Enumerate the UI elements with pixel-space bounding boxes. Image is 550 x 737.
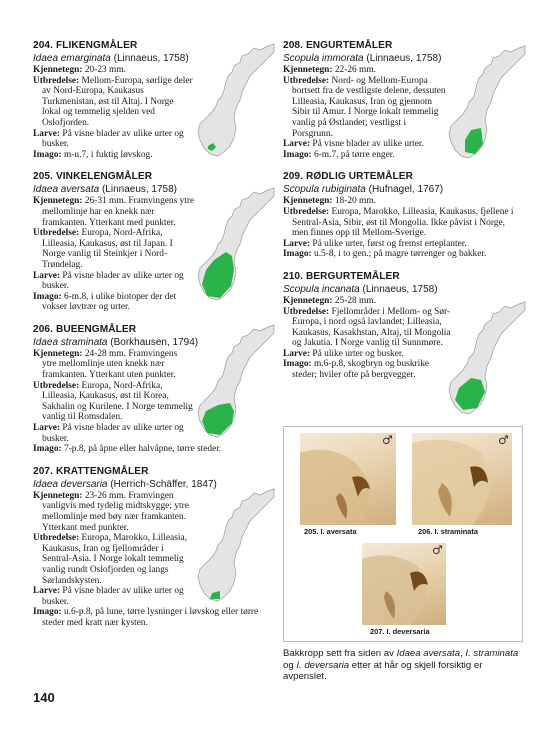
larva-row: Larve: På visne blader av ulike urter og busker. bbox=[33, 586, 184, 607]
scientific-name: Idaea aversata (Linnaeus, 1758) bbox=[33, 184, 178, 196]
distribution-row: Utbredelse: Fjellområder i Mellom- og Sør-Europa, i nord også lavlandet; Lilleasia, Kaukasus, Kasakhstan, Altaj, til Mongolia og Jakutia. I Norge vanlig til Sunnmøre. bbox=[283, 306, 451, 349]
male-symbol: ♂ bbox=[498, 433, 509, 447]
species-entry-208 bbox=[283, 40, 455, 160]
distribution-map-204 bbox=[196, 42, 276, 160]
species-entry-210 bbox=[283, 271, 455, 381]
distribution-map-207 bbox=[196, 487, 276, 605]
larva-row: Larve: På visne blader av ulike urter og busker. bbox=[33, 128, 184, 150]
male-symbol: ♂ bbox=[382, 433, 393, 447]
larva-row: Larve: På ulike urter og busker. bbox=[283, 348, 404, 359]
distribution-row: Utbredelse: Mellom-Europa, sørlige deler av Nord-Europa, Kaukasus Turkmenistan, øst til Altaj. I Norge lokal og temmelig sjelden ved Oslofjorden. bbox=[33, 75, 193, 128]
distribution-row: Utbredelse: Europa, Marokko, Lilleasia, Kaukasus, Iran og fjellområder i Sentral-Asia. I Norge lokalt temmelig vanlig rundt Oslofjorden og langs Sørlandskysten. bbox=[33, 533, 187, 586]
photo-label-206: 206. I. straminata bbox=[418, 527, 478, 536]
distribution-row: Utbredelse: Europa, Marokko, Lilleasia, Kaukasus, fjellene i Sentral-Asia, Sibir, øst til Mongolia. Ikke påvist i Norge, men finnes opp til Mellom-Sverige. bbox=[283, 206, 514, 239]
figure-caption: Bakkropp sett fra siden av Idaea aversata, I. straminata og I. deversaria etter at hår og skjell forsiktig er avpenslet. bbox=[283, 648, 519, 683]
larva-row: Larve: På visne blader av ulike urter og busker. bbox=[33, 270, 184, 292]
imago-row: Imago: 6-m.7, på tørre enger. bbox=[283, 149, 395, 160]
abdomen-illustration bbox=[412, 433, 512, 525]
imago-row: Imago: m.6-p.8, skogbryn og buskrike steder; hviler ofte på bergvegger. bbox=[283, 359, 430, 381]
norway-outline bbox=[198, 489, 274, 601]
id-row: Kjennetegn: 26-31 mm. Framvingens ytre mellomlinje har en knekk nær framkanten. Ytterkant med punkter. bbox=[33, 196, 195, 228]
species-title: 208. ENGURTEMÅLER bbox=[283, 40, 393, 51]
scientific-name: Idaea straminata (Borkhausen, 1794) bbox=[33, 336, 199, 348]
photo-label-205: 205. I. aversata bbox=[304, 527, 357, 536]
id-row: Kjennetegn: 22-26 mm. bbox=[283, 65, 376, 75]
distribution-row: Utbredelse: Europa, Nord-Afrika, Lilleasia, Kaukasus, øst til Japan. I Norge vanlig til Steinkjer i Nord-Trøndelag. bbox=[33, 228, 173, 270]
species-title: 209. RØDLIG URTEMÅLER bbox=[283, 171, 413, 183]
scientific-name: Scopula incanata (Linnaeus, 1758) bbox=[283, 283, 438, 295]
abdomen-photo-panel bbox=[283, 426, 523, 642]
larva-row: Larve: På ulike urter, først og fremst erteplanter. bbox=[283, 238, 467, 249]
species-title: 210. BERGURTEMÅLER bbox=[283, 270, 400, 282]
id-row: Kjennetegn: 20-23 mm. bbox=[33, 65, 126, 75]
species-entry-209 bbox=[283, 171, 523, 260]
scientific-name: Idaea emarginata (Linnaeus, 1758) bbox=[33, 53, 189, 64]
id-row: Kjennetegn: 24-28 mm. Framvingens ytre mellomlinje uten knekk nær framkanten. Ytterkant uten punkter. bbox=[33, 348, 178, 381]
species-title: 205. VINKELENGMÅLER bbox=[33, 171, 153, 183]
scientific-name: Scopula rubiginata (Hufnagel, 1767) bbox=[283, 184, 444, 196]
distribution-row: Utbredelse: Nord- og Mellom-Europa bortsett fra de vestligste delene, dessuten Lilleasia, Kaukasus, Iran og gjennom Sibir til Amur. I Norge lokalt temmelig vanlig på Østlandet; vestligst i Porsgrunn. bbox=[283, 75, 446, 139]
norway-outline bbox=[449, 46, 525, 158]
distribution-row: Utbredelse: Europa, Nord-Afrika, Lilleasia, Kaukasus, øst til Korea, Sakhalin og Kurilene. I Norge temmelig vanlig til Romsdalen. bbox=[33, 380, 193, 423]
species-title: 207. KRATTENGMÅLER bbox=[33, 465, 149, 477]
id-row: Kjennetegn: 25-28 mm. bbox=[283, 295, 376, 306]
norway-outline bbox=[198, 44, 274, 156]
larva-row: Larve: På visne blader av ulike urter og busker. bbox=[33, 423, 184, 444]
distribution-map-208 bbox=[447, 44, 527, 162]
species-title: 206. BUEENGMÅLER bbox=[33, 323, 137, 335]
species-entry-205 bbox=[33, 171, 198, 313]
imago-row: Imago: u.5-8, i to gen.; på magre tørrenger og bakker. bbox=[283, 249, 487, 260]
species-title: 204. FLIKENGMÅLER bbox=[33, 40, 138, 51]
id-row: Kjennetegn: 18-20 mm. bbox=[283, 196, 376, 207]
distribution-map-210 bbox=[447, 300, 527, 418]
larva-row: Larve: På visne blader av ulike urter. bbox=[283, 139, 424, 150]
id-row: Kjennetegn: 23-26 mm. Framvingen vanligvis med tydelig midtskygge; ytre mellomlinje med bøy nær framkanten. Ytterkant med punkter. bbox=[33, 490, 189, 533]
scientific-name: Scopula immorata (Linnaeus, 1758) bbox=[283, 53, 442, 64]
imago-row: Imago: m-u.7, i fuktig løvskog. bbox=[33, 149, 153, 160]
imago-row: Imago: 6-m.8, i ulike biotoper der det vokser løvtrær og urter. bbox=[33, 291, 177, 313]
species-entry-204 bbox=[33, 40, 193, 160]
imago-row: Imago: u.6-p.8, på lune, tørre lysninger i løvskog eller tørre steder med kratt nær kysten. bbox=[33, 607, 259, 628]
photo-label-207: 207. I. deversaria bbox=[370, 627, 430, 636]
page-number: 140 bbox=[33, 690, 55, 705]
male-symbol: ♂ bbox=[432, 543, 443, 557]
distribution-map-205 bbox=[196, 186, 276, 304]
distribution-map-206 bbox=[196, 323, 276, 441]
imago-row: Imago: 7-p.8, på åpne eller halvåpne, tørre steder. bbox=[33, 444, 222, 455]
scientific-name: Idaea deversaria (Herrich-Schäffer, 1847) bbox=[33, 478, 217, 490]
photo-straminata bbox=[412, 433, 512, 525]
